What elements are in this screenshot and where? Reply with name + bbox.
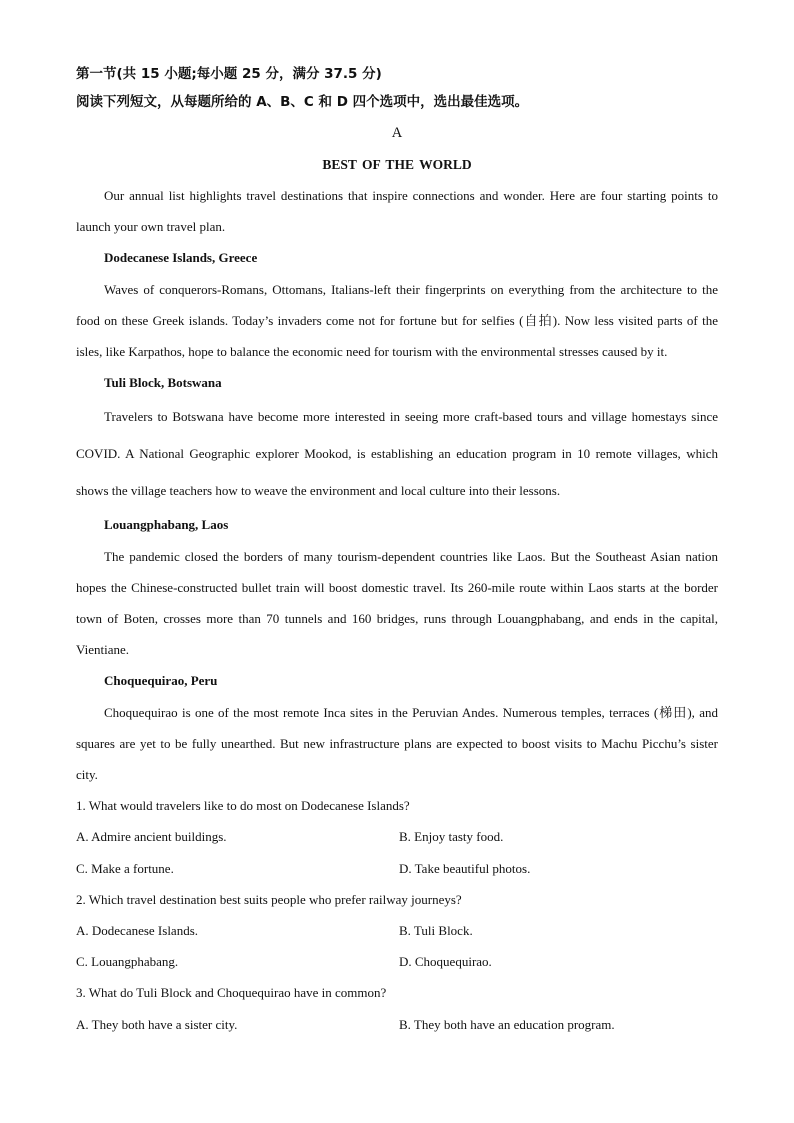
option-d[interactable]: D. Choquequirao.	[399, 954, 492, 970]
question-stem: 3. What do Tuli Block and Choquequirao have in common?	[76, 985, 387, 1001]
option-b[interactable]: B. They both have an education program.	[399, 1016, 615, 1032]
option-c[interactable]: C. Louangphabang.	[76, 954, 179, 970]
option-a[interactable]: A. Admire ancient buildings.	[76, 829, 227, 845]
destination-text-dodecanese: Waves of conquerors-Romans, Ottomans, Italians-left their fingerprints on everything from the architecture to the food on these Greek islands. Today’s invaders come not for fortune but for selfies (自拍). Now less visited parts of the isles, like Karpathos, hope to balance the economic need for tourism with the environmental stresses caused by it.	[76, 281, 718, 360]
destination-name-choquequirao: Choquequirao, Peru	[104, 673, 218, 689]
option-b[interactable]: B. Enjoy tasty food.	[399, 829, 504, 845]
option-row	[76, 821, 718, 852]
destination-name-tuli-block: Tuli Block, Botswana	[104, 375, 222, 391]
option-row	[76, 1009, 718, 1040]
option-a[interactable]: A. Dodecanese Islands.	[76, 923, 199, 939]
destination-text-tuli-block: Travelers to Botswana have become more interested in seeing more craft-based tours and village homestays since COVID. A National Geographic explorer Mookod, is establishing an education program in 10 remote villages, which shows the village teachers how to weave the environment and local culture into their lessons.	[76, 409, 718, 499]
option-a[interactable]: A. They both have a sister city.	[76, 1016, 238, 1032]
option-b[interactable]: B. Tuli Block.	[399, 923, 473, 939]
option-row	[76, 946, 718, 977]
option-row	[76, 915, 718, 946]
destination-name-dodecanese: Dodecanese Islands, Greece	[104, 250, 258, 266]
section-heading: 第一节(共 15 小题;每小题 25 分，满分 37.5 分)	[76, 66, 382, 82]
section-instruction: 阅读下列短文，从每题所给的 A、B、C 和 D 四个选项中，选出最佳选项。	[76, 94, 529, 110]
question-stem: 2. Which travel destination best suits people who prefer railway journeys?	[76, 891, 462, 907]
destination-text-choquequirao: Choquequirao is one of the most remote Inca sites in the Peruvian Andes. Numerous temples, terraces (梯田), and squares are yet to be fully unearthed. But new infrastructure plans are expected to boost visits to Machu Picchu’s sister city.	[76, 704, 718, 783]
exam-page	[76, 60, 718, 1040]
passage-title: BEST OF THE WORLD	[322, 157, 472, 172]
question-1	[76, 790, 718, 884]
passage-letter: A	[391, 125, 403, 141]
passage-intro: Our annual list highlights travel destinations that inspire connections and wonder. Here are four starting points to launch your own travel plan.	[76, 188, 718, 235]
option-d[interactable]: D. Take beautiful photos.	[399, 860, 531, 876]
question-2	[76, 884, 718, 978]
question-stem: 1. What would travelers like to do most on Dodecanese Islands?	[76, 798, 410, 814]
destination-name-louangphabang: Louangphabang, Laos	[104, 517, 229, 533]
destination-text-louangphabang: The pandemic closed the borders of many tourism-dependent countries like Laos. But the Southeast Asian nation hopes the Chinese-constructed bullet train will boost domestic travel. Its 260-mile route within Laos starts at the border town of Boten, crosses more than 70 tunnels and 160 bridges, runs through Louangphabang, and ends in the capital, Vientiane.	[76, 548, 718, 658]
question-3	[76, 977, 718, 1039]
option-c[interactable]: C. Make a fortune.	[76, 860, 174, 876]
option-row	[76, 853, 718, 884]
